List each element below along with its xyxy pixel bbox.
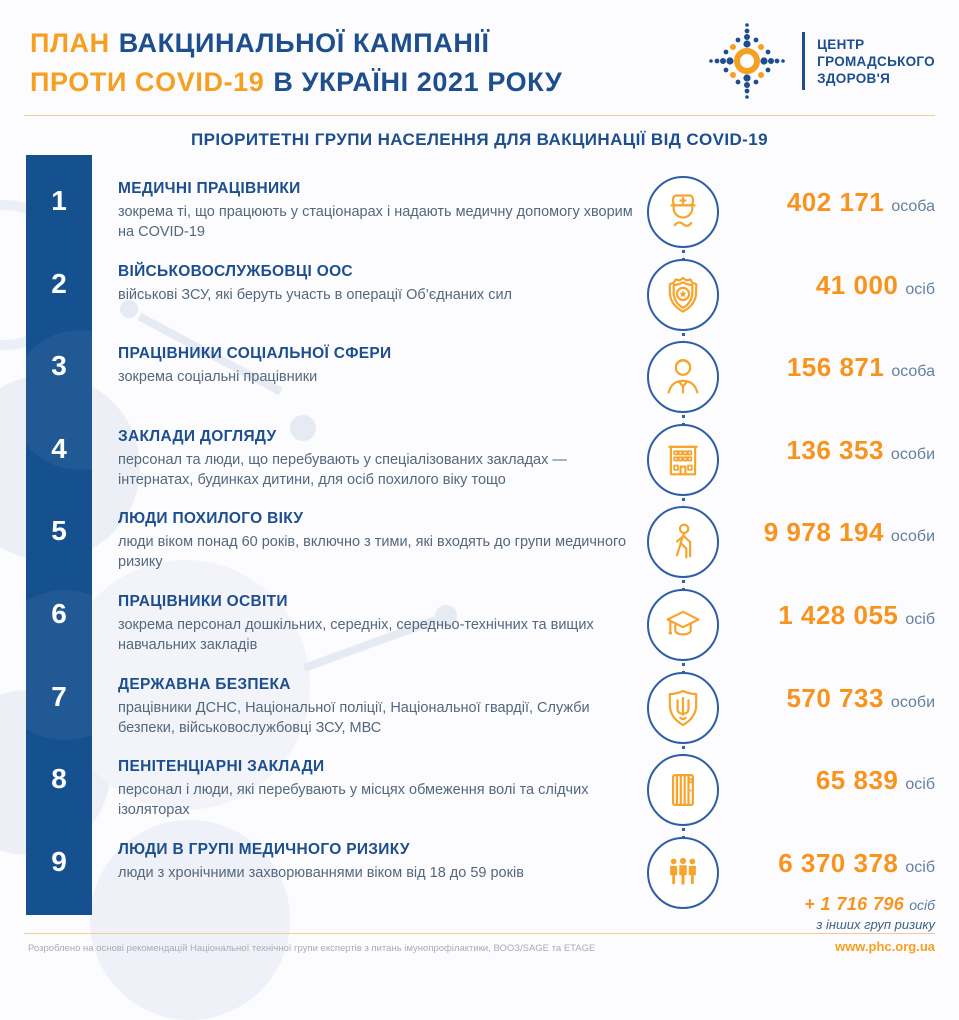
group-title: ДЕРЖАВНА БЕЗПЕКА — [118, 676, 291, 693]
subtitle: ПРІОРИТЕТНІ ГРУПИ НАСЕЛЕННЯ ДЛЯ ВАКЦИНАЦІЇ ВІД COVID-19 — [191, 130, 768, 149]
group-count: 1 428 055 — [778, 600, 899, 630]
education-icon — [647, 589, 719, 661]
group-unit: осіб — [905, 611, 935, 628]
footer-credit: Розроблено на основі рекомендацій Національної технічної групи експертів з питань імунопрофілактики, ВООЗ/SAGE та ETAGE — [28, 943, 596, 954]
group-title: ПРАЦІВНИКИ СОЦІАЛЬНОЇ СФЕРИ — [118, 345, 392, 362]
priority-row-4 — [0, 424, 959, 508]
group-count: 41 000 — [815, 270, 899, 300]
row-number: 6 — [51, 598, 67, 629]
page-title — [30, 24, 562, 102]
prison-icon — [647, 754, 719, 826]
row-number: 7 — [51, 681, 67, 712]
group-description: персонал та люди, що перебувають у спеціалізованих закладах — інтернатах, будинках дитини, для осіб похилого віку тощо — [118, 452, 567, 488]
group-title: МЕДИЧНІ ПРАЦІВНИКИ — [118, 180, 301, 197]
group-description: люди з хронічними захворюваннями віком від 18 до 59 років — [118, 865, 524, 881]
extra-note: з інших груп ризику — [816, 917, 935, 932]
group-title: ПЕНІТЕНЦІАРНІ ЗАКЛАДИ — [118, 758, 325, 775]
group-description: зокрема персонал дошкільних, середніх, середньо-технічних та вищих навчальних закладів — [118, 617, 594, 653]
group-title: ЛЮДИ ПОХИЛОГО ВІКУ — [118, 510, 304, 527]
group-count: 6 370 378 — [778, 848, 899, 878]
group-count: 156 871 — [786, 352, 885, 382]
row-number: 1 — [51, 185, 67, 216]
logo-divider — [802, 32, 805, 90]
phc-logo-dots-icon — [704, 18, 790, 104]
group-description: люди віком понад 60 років, включно з тими, які входять до групи медичного ризику — [118, 534, 627, 570]
priority-row-2 — [0, 259, 959, 343]
elderly-icon — [647, 506, 719, 578]
group-unit: осіб — [905, 776, 935, 793]
group-description: працівники ДСНС, Національної поліції, Національної гвардії, Служби безпеки, військовослужбовці ЗСУ, МВС — [118, 700, 590, 736]
priority-row-3 — [0, 341, 959, 425]
row-number: 4 — [51, 433, 67, 464]
group-unit: особа — [891, 198, 935, 215]
group-title: ПРАЦІВНИКИ ОСВІТИ — [118, 593, 288, 610]
military-badge-icon — [647, 259, 719, 331]
row-number: 9 — [51, 846, 67, 877]
footer-website-link[interactable]: www.phc.org.ua — [835, 939, 935, 954]
group-unit: осіб — [905, 859, 935, 876]
title-line-2 — [30, 63, 562, 102]
group-count: 136 353 — [786, 435, 884, 465]
title-orange-1: ПЛАН — [30, 28, 110, 58]
row-number: 2 — [51, 268, 67, 299]
phc-logo — [704, 18, 935, 104]
logo-text: ЦЕНТР ГРОМАДСЬКОГО ЗДОРОВ'Я — [817, 36, 935, 86]
risk-group-icon — [647, 837, 719, 909]
title-blue-2: В УКРАЇНІ 2021 РОКУ — [273, 67, 563, 97]
group-description: зокрема соціальні працівники — [118, 369, 318, 385]
group-unit: особи — [890, 446, 935, 463]
footer — [28, 939, 935, 954]
group-title: ЗАКЛАДИ ДОГЛЯДУ — [118, 428, 277, 445]
group-title: ЛЮДИ В ГРУПІ МЕДИЧНОГО РИЗИКУ — [118, 841, 410, 858]
extra-count: + 1 716 796 — [804, 894, 905, 914]
priority-row-6 — [0, 589, 959, 673]
medic-icon — [647, 176, 719, 248]
priority-row-8 — [0, 754, 959, 838]
group-description: військові ЗСУ, які беруть участь в операції Об’єднаних сил — [118, 287, 513, 303]
title-blue-1: ВАКЦИНАЛЬНОЇ КАМПАНІЇ — [118, 28, 490, 58]
priority-row-5 — [0, 506, 959, 590]
group-description: персонал і люди, які перебувають у місцях обмеження волі та слідчих ізоляторах — [118, 782, 589, 818]
social-worker-icon — [647, 341, 719, 413]
group-count: 402 171 — [786, 187, 885, 217]
group-count: 65 839 — [815, 765, 899, 795]
row-number: 3 — [51, 350, 67, 381]
header-divider — [24, 115, 935, 116]
group-unit: особа — [891, 363, 935, 380]
group-unit: особи — [890, 528, 935, 545]
care-facility-icon — [647, 424, 719, 496]
group-unit: особи — [890, 694, 935, 711]
title-line-1 — [30, 24, 562, 63]
other-risk-groups-note — [804, 894, 935, 932]
group-count: 570 733 — [786, 683, 884, 713]
priority-row-1 — [0, 176, 959, 260]
title-orange-2: ПРОТИ COVID-19 — [30, 67, 265, 97]
group-unit: осіб — [905, 281, 935, 298]
footer-divider — [24, 933, 935, 934]
priority-row-7 — [0, 672, 959, 756]
state-security-icon — [647, 672, 719, 744]
row-number: 8 — [51, 763, 67, 794]
row-number: 5 — [51, 515, 67, 546]
group-title: ВІЙСЬКОВОСЛУЖБОВЦІ ООС — [118, 263, 353, 280]
extra-unit: осіб — [909, 897, 935, 913]
group-description: зокрема ті, що працюють у стаціонарах і надають медичну допомогу хворим на COVID-19 — [118, 204, 633, 240]
group-count: 9 978 194 — [763, 517, 884, 547]
